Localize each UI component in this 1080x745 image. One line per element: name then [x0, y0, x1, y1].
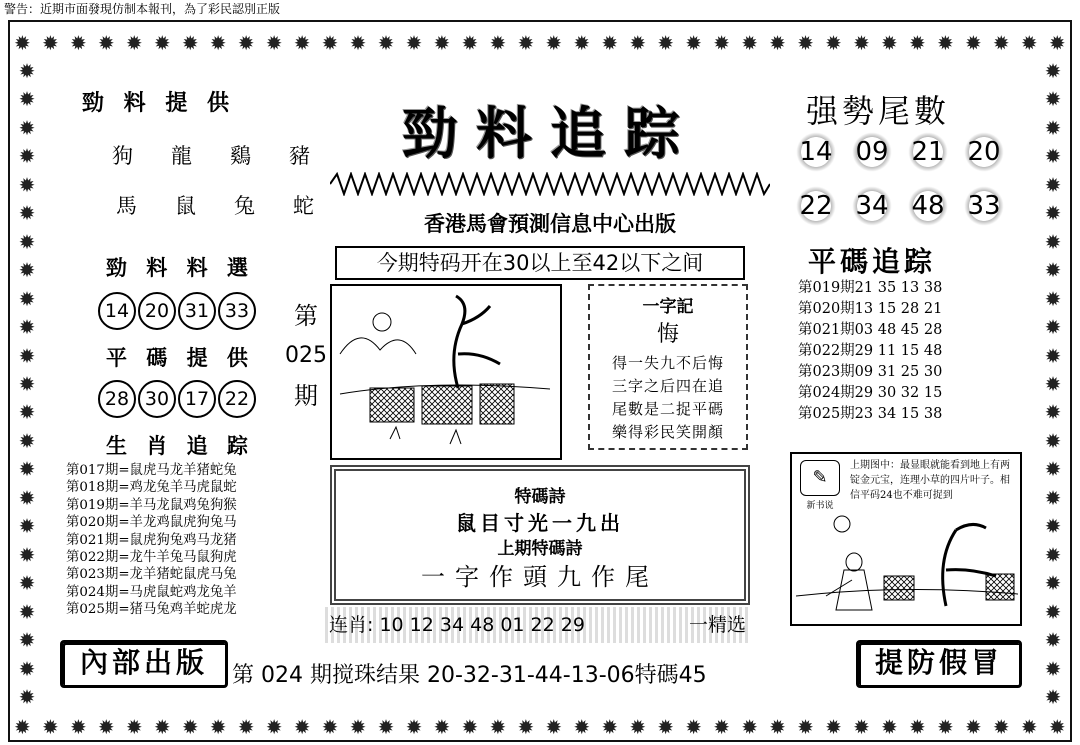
cartoon-caption: 上期图中：最显眼就能看到地上有两锭金元宝，连理小草的四片叶子。相信平码24也不难可捉到	[850, 460, 1010, 501]
number-ball: 20	[138, 292, 176, 330]
number-ball: 31	[178, 292, 216, 330]
sun-border-top: ✹ ✹ ✹ ✹ ✹ ✹ ✹ ✹ ✹ ✹ ✹ ✹ ✹ ✹ ✹ ✹ ✹ ✹ ✹ ✹ ✹ ✹ ✹ ✹ ✹ ✹ ✹ ✹ ✹ ✹ ✹ ✹ ✹ ✹ ✹ ✹ ✹ ✹	[14, 31, 1066, 55]
list-item: 第023期09 31 25 30	[798, 364, 943, 380]
left-header: 勁 料 提 供	[82, 91, 235, 116]
issue-prefix: 第	[294, 302, 318, 330]
strong-tails-header: 强勢尾數	[806, 92, 951, 130]
last-special-title: 上期特碼詩	[497, 539, 583, 559]
list-item: 第020期13 15 28 21	[798, 301, 943, 317]
zodiac-cell: 鷄	[230, 144, 251, 168]
list-item: 第022期=龙牛羊兔马鼠狗虎	[66, 550, 237, 566]
last-special-line: 一字作頭九作尾	[421, 563, 659, 591]
stamp-counterfeit: 提防假冒	[856, 640, 1022, 688]
zodiac-row-2	[112, 190, 314, 220]
flat-header: 平 碼 提 供	[106, 346, 254, 370]
zodiac-cell: 馬	[116, 194, 137, 218]
tail-number: 33	[958, 186, 1010, 226]
special-line: 鼠目寸光一九出	[456, 511, 624, 535]
poem-line: 三字之后四在追	[611, 377, 724, 395]
issue-number: 025	[285, 343, 327, 368]
zodiac-track-header: 生 肖 追 踪	[106, 434, 254, 458]
poem-box	[588, 284, 748, 450]
number-ball: 17	[178, 380, 216, 418]
list-item: 第021期=鼠虎狗兔鸡马龙猪	[66, 532, 237, 548]
sun-border-right: ✹ ✹ ✹ ✹ ✹ ✹ ✹ ✹ ✹ ✹ ✹ ✹ ✹ ✹ ✹ ✹ ✹ ✹ ✹ ✹ ✹ ✹ ✹	[1044, 59, 1062, 709]
list-item: 第018期=鸡龙兔羊马虎鼠蛇	[66, 480, 237, 496]
strong-tails-row-2	[790, 186, 1014, 226]
sun-border-left: ✹ ✹ ✹ ✹ ✹ ✹ ✹ ✹ ✹ ✹ ✹ ✹ ✹ ✹ ✹ ✹ ✹ ✹ ✹ ✹ ✹ ✹ ✹	[18, 59, 36, 709]
list-item: 第022期29 11 15 48	[798, 343, 943, 359]
list-item: 第017期=鼠虎马龙羊猪蛇兔	[66, 463, 237, 478]
picks-suffix: 一精选	[688, 614, 746, 636]
publisher: 香港馬會預測信息中心出版	[424, 212, 676, 236]
issue-suffix: 期	[294, 382, 318, 410]
tail-number: 09	[846, 132, 898, 172]
tail-number: 48	[902, 186, 954, 226]
cartoon-box	[790, 452, 1022, 626]
tail-number: 20	[958, 132, 1010, 172]
flat-track-list	[798, 278, 942, 425]
sun-border-bottom: ✹ ✹ ✹ ✹ ✹ ✹ ✹ ✹ ✹ ✹ ✹ ✹ ✹ ✹ ✹ ✹ ✹ ✹ ✹ ✹ ✹ ✹ ✹ ✹ ✹ ✹ ✹ ✹ ✹ ✹ ✹ ✹ ✹ ✹ ✹ ✹ ✹ ✹	[14, 715, 1066, 739]
selected-numbers	[98, 292, 258, 330]
poem-line: 樂得彩民笑開顏	[611, 423, 724, 441]
number-ball: 30	[138, 380, 176, 418]
tail-number: 34	[846, 186, 898, 226]
zodiac-cell: 蛇	[293, 194, 314, 218]
poem-char: 悔	[656, 322, 679, 347]
warning-text: 警告：近期市面發現仿制本報刊，為了彩民認別正版	[4, 2, 281, 16]
special-poem-box	[330, 465, 750, 605]
special-title: 特碼詩	[514, 487, 566, 507]
flat-numbers	[98, 380, 258, 418]
zodiac-cell: 龍	[171, 144, 192, 168]
illustration-image	[330, 284, 562, 460]
number-ball: 14	[98, 292, 136, 330]
picks-label: 连肖	[329, 614, 368, 636]
tail-number: 21	[902, 132, 954, 172]
picks-bar: 连肖: 10 12 34 48 01 22 29 一精选	[325, 607, 750, 643]
zodiac-grid	[112, 140, 314, 220]
number-ball: 33	[218, 292, 256, 330]
zodiac-cell: 狗	[112, 144, 133, 168]
tail-number: 22	[790, 186, 842, 226]
list-item: 第024期=马虎鼠蛇鸡龙兔羊	[66, 584, 237, 600]
number-ball: 22	[218, 380, 256, 418]
picks-numbers: 10 12 34 48 01 22 29	[379, 614, 585, 636]
zodiac-cell: 兔	[234, 194, 255, 218]
logo-text: 新书说	[806, 501, 834, 511]
list-item: 第024期29 30 32 15	[798, 385, 943, 401]
range-note: 今期特码开在30以上至42以下之间	[335, 246, 745, 280]
selected-header: 勁 料 料 選	[106, 256, 254, 280]
list-item: 第019期21 35 13 38	[798, 280, 943, 296]
draw-result: 第 024 期搅珠结果 20-32-31-44-13-06特碼45	[232, 663, 707, 688]
list-item: 第023期=龙羊猪蛇鼠虎马兔	[66, 567, 237, 583]
list-item: 第025期=猪马兔鸡羊蛇虎龙	[66, 602, 237, 618]
zodiac-track-list	[66, 462, 237, 619]
stamp-internal: 內部出版	[60, 640, 228, 688]
flat-track-header: 平碼追踪	[808, 245, 937, 278]
page-title: 勁料追踪	[402, 101, 698, 167]
cartoon-image	[796, 510, 1018, 622]
zodiac-cell: 豬	[289, 144, 310, 168]
zodiac-row-1	[112, 140, 314, 170]
strong-tails-row-1	[790, 132, 1014, 172]
zodiac-cell: 鼠	[175, 194, 196, 218]
number-ball: 28	[98, 380, 136, 418]
list-item: 第025期23 34 15 38	[798, 406, 943, 422]
tail-number: 14	[790, 132, 842, 172]
poem-line: 尾數是二捉平碼	[611, 400, 724, 418]
poem-header: 一字記	[642, 297, 694, 317]
logo-icon: ✎	[800, 460, 840, 496]
issue-label	[284, 296, 328, 416]
list-item: 第020期=羊龙鸡鼠虎狗兔马	[66, 515, 237, 531]
list-item: 第019期=羊马龙鼠鸡兔狗猴	[66, 497, 237, 513]
zigzag-divider	[330, 172, 770, 196]
poem-line: 得一失九不后悔	[611, 354, 724, 372]
list-item: 第021期03 48 45 28	[798, 322, 943, 338]
